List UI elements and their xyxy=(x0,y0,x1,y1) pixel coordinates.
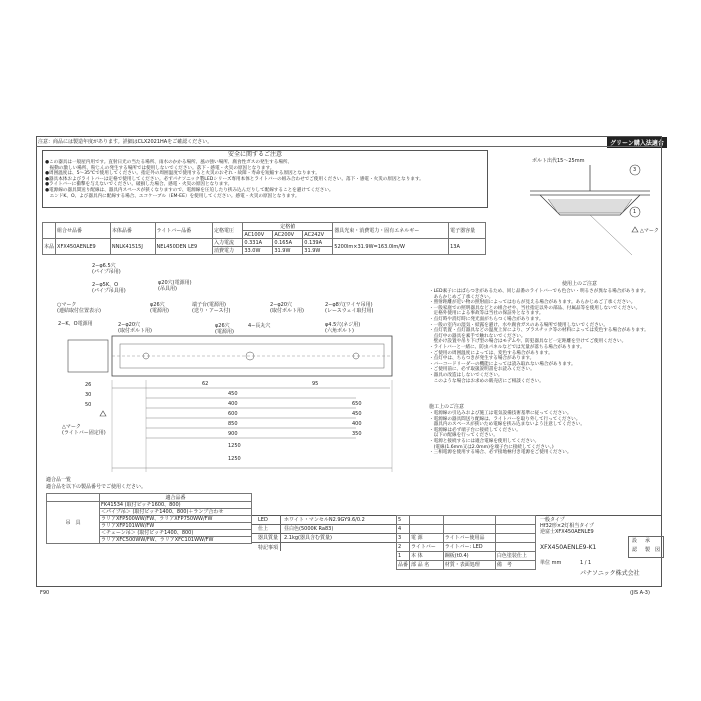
company-name: パナソニック株式会社 xyxy=(580,570,640,577)
head-item: 部 品 名 xyxy=(410,561,444,570)
hole-5k-label: 2−φ5K、O xyxy=(92,282,119,288)
parts-subtitle: 適合品を以下の製品番号でご使用ください。 xyxy=(46,484,147,490)
use-note: 点灯中の器具を素手で触れないでください。 xyxy=(429,333,526,339)
terminal-sub: (送り・アース付) xyxy=(192,308,231,314)
parts-item: ラリアXFC500WW/FW、ラリアXFC101WW/FW xyxy=(100,537,252,544)
dim: 350 xyxy=(352,431,362,437)
safety-line: 振動の激しい場所、粉じんの発生する場所では使用しないでください。落下・感電・火災の原因となります。 xyxy=(45,165,275,171)
power-label: 消費電力 xyxy=(213,247,243,255)
row-item xyxy=(410,525,444,534)
safety-line: エンドK、O、よび器具内に配線する場合、エコケーブル（EM-EE）を使用してください。感電・火災の原因となります。 xyxy=(45,193,300,199)
mark-triangle-label: △マーク xyxy=(62,424,81,430)
dim: 450 xyxy=(352,411,362,417)
use-notes-title: 使用上のご注意 xyxy=(562,281,598,287)
dim: 30 xyxy=(85,392,92,398)
safety-line: ●器具本体およびライトバーは定格で使用してください。必ずパナソニック製LEDシリーズ専用本体とライトバーの組み合わせでご使用ください。落下・感電・火災の原因となります。 xyxy=(45,176,424,182)
use-note: ・LED素子にはばらつきがあるため、同じ品番のライトバーでも色合い・明るさが異なる場合があります。 xyxy=(429,289,649,294)
divider xyxy=(252,542,407,543)
th-lightbar: ライトバー品番 xyxy=(155,223,213,239)
row-item xyxy=(410,516,444,525)
hole-26-label: φ26穴 xyxy=(150,302,165,308)
head-material: 材質・表面処理 xyxy=(443,561,495,570)
use-note: ・バーコードリーダーの機能によっては読み取れない場合があります。 xyxy=(429,361,576,367)
install-note: ・電源線の器具間送り配線は、ライトバーを取り外して行ってください。 xyxy=(429,416,581,422)
safety-lines xyxy=(45,160,424,199)
o-mark-sub: (連結取付位置表示) xyxy=(57,308,101,314)
hole-45-label: φ4.5穴(ネジ用) xyxy=(325,322,361,328)
dim: 900 xyxy=(228,431,238,437)
use-note: あらかじめご了承ください。 xyxy=(429,294,494,300)
row-no: 2 xyxy=(397,543,410,552)
scale: 単位 mm xyxy=(540,560,562,566)
use-note: ・点灯中は、ちらつきが発生する場合があります。 xyxy=(429,356,535,362)
dim: 50 xyxy=(85,402,92,408)
sheet: 1 / 1 xyxy=(580,560,592,566)
install-note: 以下の配線を行ってください。 xyxy=(429,433,498,439)
row-item: 本 体 xyxy=(410,552,444,561)
th-v100: AC100V xyxy=(243,231,273,239)
th-rating: 定格値 xyxy=(243,223,333,231)
use-notes xyxy=(429,289,649,384)
use-note: ・一般家庭での照明器具などとの組合せや、当社指定以外の部品、付属品等を使用しないでください。 xyxy=(429,305,641,311)
spec-table xyxy=(42,222,486,255)
parts-rows xyxy=(396,515,536,570)
hole-65-sub: (パイプ吊用) xyxy=(92,269,121,275)
hole-20-bolt-label: 2−φ20穴 xyxy=(270,302,293,308)
row-material xyxy=(443,516,495,525)
header-note: 注意：商品には製造年度があります。詳細はCLX2021HAをご確認ください。 xyxy=(38,139,213,145)
dim: 450 xyxy=(228,391,238,397)
finish-value: 昼白色(5000K Ra83) xyxy=(284,526,334,532)
parts-item: ＜チェーン吊＞ (取付ピッチ1400、800) xyxy=(100,530,252,537)
th-flux: 器具光束・消費電力・固有エネルギー xyxy=(333,223,449,239)
hole-20-power-sub: (吊具用) xyxy=(158,286,177,292)
dim: 600 xyxy=(228,411,238,417)
row-note xyxy=(495,516,535,525)
install-note: ・電源線の引込みおよび施工は電気設備技術基準に従ってください。 xyxy=(429,411,572,416)
product-line: 一般タイプ xyxy=(540,517,565,523)
hole-65-label: 2−φ6.5穴 xyxy=(92,263,116,269)
use-note: このような場合はお求めの販売店にご相談ください。 xyxy=(429,378,544,384)
safety-line: ●電源線の器具間送り配線は、器具内スペースが狭くなりますので、電源線を圧迫したり挟み込んだりして配線することを避けてください。 xyxy=(45,187,334,193)
parts-item: ラリアXFP101WW/FW xyxy=(100,523,252,530)
flux-value: 5200lm×31.9W=163.0lm/W xyxy=(333,239,449,255)
parts-table xyxy=(46,493,252,544)
divider xyxy=(252,533,407,534)
weight-value: 2.1kg(器具含む質量) xyxy=(284,535,332,541)
row-note: 白色塗装仕上 xyxy=(495,552,535,561)
install-note: ・三相電源を使用する場合、必ず接地極付き電源をご使用ください。 xyxy=(429,450,572,456)
finish-label: 仕上 xyxy=(258,526,269,532)
use-note: ・ライトバーと一緒に、防虫パネルなどでは光量が落ちる場合があります。 xyxy=(429,344,585,350)
approval-4: 製 xyxy=(645,547,651,553)
hole-45-sub: (六角ボルト) xyxy=(325,328,354,334)
row-no: 4 xyxy=(397,525,410,534)
row-note xyxy=(495,525,535,534)
row-material: ライトバー: LED xyxy=(443,543,495,552)
hole-26-2-sub: (電源用) xyxy=(215,329,234,335)
safety-line: ●ライトバーに衝撃を与えないでください。破損した場合、感電・火災の原因となります。 xyxy=(45,182,233,188)
dim: 26 xyxy=(85,382,92,388)
row-no: 5 xyxy=(397,516,410,525)
install-note: (電線(1.6mm又は2.0mm)を端子台に接続してください。) xyxy=(429,444,554,450)
dim: 1250 xyxy=(228,443,241,449)
current-value: 0.165A xyxy=(273,239,303,247)
parts-title: 適合品一覧 xyxy=(46,477,72,483)
product-line: Hf32形×2灯相当タイプ xyxy=(540,523,595,529)
th-capacity: 電子器容量 xyxy=(449,223,486,239)
row-note xyxy=(495,534,535,543)
safety-line: ●周囲温度は、5〜35℃で使用してください。指定外の周囲温度で使用すると火災のおそれ・故障・寿命を短縮する原因となります。 xyxy=(45,171,320,177)
product-code: XFX450AENLE9-K1 xyxy=(540,544,597,551)
use-note: 壁かけ設置や吊り下げ型の場合はモデムや、防犯器具など一定距離を空けてご使用ください。 xyxy=(429,339,627,345)
th-combo: 組合せ品番 xyxy=(56,223,111,239)
power-value: 31.9W xyxy=(303,247,333,255)
section-sketch xyxy=(520,155,660,265)
row-material: ライトバー使用品 xyxy=(443,534,495,543)
use-note: ・点灯装置・点灯器具などの温度上昇により、プラスチック等の材料によっては変色する場合があります。 xyxy=(429,328,649,334)
hole-26-sub: (電源用) xyxy=(150,308,169,314)
circle-3: 3 xyxy=(633,167,637,173)
install-notes xyxy=(429,411,585,456)
k-mark-label: 2−K、O電源用 xyxy=(58,321,93,327)
row-material: 鋼板(t0.4) xyxy=(443,552,495,561)
row-no: 1 xyxy=(397,552,410,561)
divider xyxy=(280,515,281,551)
th-v200: AC200V xyxy=(273,231,303,239)
divider xyxy=(252,524,407,525)
current-value: 0.139A xyxy=(303,239,333,247)
head-note: 備 考 xyxy=(495,561,535,570)
parts-item: FK41534 (取付ピッチ1600、800) xyxy=(100,502,252,509)
install-note: 器具内のスペースが狭いため電線を挟み込まないよう注意してください。 xyxy=(429,422,585,428)
use-note: ・点灯時や消灯時に発光面がちらつく場合があります。 xyxy=(429,316,544,322)
use-note: 定格外使用による事故等は当社の保証外となります。 xyxy=(429,311,544,317)
use-note: ・ご使用の周囲温度によっては、変色する場合があります。 xyxy=(429,350,553,356)
parts-row-label: 吊 具 xyxy=(47,502,100,544)
special-label: 特記事項 xyxy=(258,545,279,551)
parts-col: 適合品番 xyxy=(100,494,252,502)
dim: 95 xyxy=(312,381,319,387)
use-note: ・照射距離が近い物の照射面によってはむらが見える場合があります。あらかじめご了承ください。 xyxy=(429,300,636,306)
lightbar-code: NEL450DEN LE9 xyxy=(155,239,213,255)
approval-3: 認 xyxy=(632,547,638,553)
led-label: LED xyxy=(258,517,268,523)
row-note xyxy=(495,543,535,552)
approval-5: 図 xyxy=(655,547,661,553)
row-item: ライトバー xyxy=(410,543,444,552)
current-label: 入力電流 xyxy=(213,239,243,247)
circle-1: 1 xyxy=(633,209,637,215)
dim: 1250 xyxy=(228,456,241,462)
parts-item: ＜パイプ吊＞ (取付ピッチ1400、800)＋ランプ合わせ xyxy=(100,509,252,516)
install-notes-title: 施工上のご注意 xyxy=(429,404,465,410)
hole-20-2-sub: (取付ボルト用) xyxy=(118,328,152,334)
th-v242: AC242V xyxy=(303,231,333,239)
dim: 850 xyxy=(228,421,238,427)
power-value: 33.0W xyxy=(243,247,273,255)
body-code: NNLK41515J xyxy=(110,239,155,255)
dim: 400 xyxy=(228,401,238,407)
th-body: 本体品番 xyxy=(110,223,155,239)
dim: 650 xyxy=(352,401,362,407)
current-value: 0.331A xyxy=(243,239,273,247)
slot-8-label: 2−φ8穴(ワイヤ吊用) xyxy=(325,302,373,308)
hole-26-2-label: φ26穴 xyxy=(215,323,230,329)
row-item: 電 源 xyxy=(410,534,444,543)
row-no: 3 xyxy=(397,534,410,543)
safety-line: ●この器具は一般屋内用です。直射日光の当たる場所、雨水のかかる場所、風の強い場所、腐食性ガスの発生する場所、 xyxy=(45,160,293,165)
jis-standard: (JIS A-3) xyxy=(630,590,650,596)
use-note: ・器具の改造はしないでください。 xyxy=(429,372,503,378)
combo-code: XFX450AENLE9 xyxy=(56,239,111,255)
install-note: ・電源と接続するには適合電線を使用してください。 xyxy=(429,438,540,444)
capacity-value: 13A xyxy=(449,239,486,255)
th-voltage: 定格電圧 xyxy=(213,223,243,239)
power-value: 31.9W xyxy=(273,247,303,255)
hole-20-power-label: φ20穴(電源用) xyxy=(158,280,192,286)
mark-triangle-sub: (ライトバー固定用) xyxy=(62,430,106,436)
head-no: 品番 xyxy=(398,562,409,568)
row-label: 本品 xyxy=(43,239,56,255)
hole-5k-sub: (パイプ吊具用) xyxy=(92,288,126,294)
mark-2: △マーク xyxy=(640,228,659,234)
approval-1: 設 xyxy=(632,538,638,544)
safety-title: 安全に関するご注意 xyxy=(228,151,283,158)
parts-item: ラリアXFP500WW/FW、ラリアXFP750WW/FW xyxy=(100,516,252,523)
approval-2: 承 xyxy=(645,538,651,544)
footer-left: F90 xyxy=(40,590,50,596)
weight-label: 器具質量 xyxy=(258,535,279,541)
dim: 400 xyxy=(352,421,362,427)
divider xyxy=(36,146,662,147)
terminal-label: 端子台(電源用) xyxy=(192,302,226,308)
hole-20-2-label: 2−φ20穴 xyxy=(118,322,141,328)
hole-20-bolt-sub: (取付ボルト用) xyxy=(270,308,304,314)
product-line: 逆富士XFX450AENLE9 xyxy=(540,529,594,535)
use-note: ・ご使用前に、必ず取扱説明書をお読みください。 xyxy=(429,367,535,373)
green-badge: グリーン購入法適合 xyxy=(607,137,667,148)
led-value: ホワイト・マンセルN2.9GY9.6/0.2 xyxy=(284,517,365,523)
o-mark-label: ○マーク xyxy=(57,302,77,308)
install-note: ・電源線は必ず端子台に接続してください。 xyxy=(429,427,521,433)
dim: 62 xyxy=(202,381,209,387)
slot-8-sub: (レースウェイ取付用) xyxy=(325,308,374,314)
bolt-label: ボルト出代15〜25mm xyxy=(532,158,585,164)
use-note: ・一般の室内の湿気・結露を避け、水や腐食ガスのある場所で使用しないでください。 xyxy=(429,322,608,328)
hole-4-5-label: 4−長丸穴 xyxy=(248,323,271,329)
row-material xyxy=(443,525,495,534)
